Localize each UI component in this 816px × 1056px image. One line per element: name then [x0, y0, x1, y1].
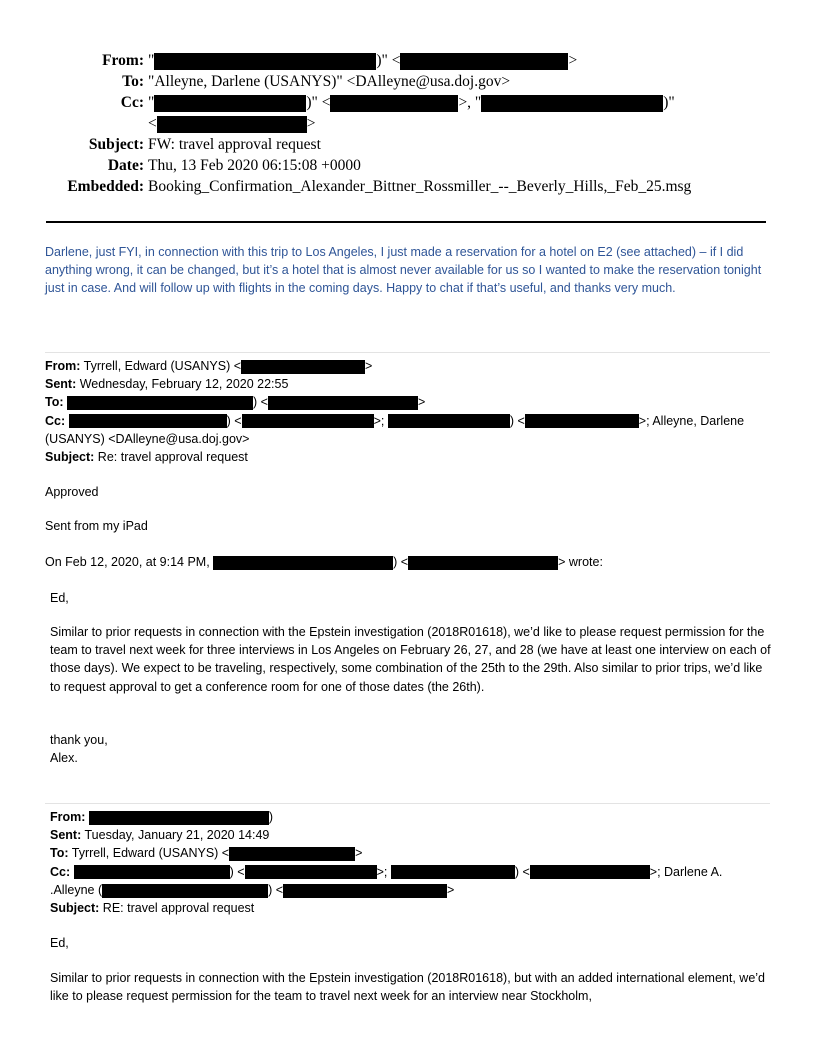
- cc-value-continued: < >: [148, 115, 316, 132]
- redaction-box: [391, 865, 515, 879]
- cc-label: Cc:: [45, 413, 66, 428]
- sent-label: Sent:: [45, 377, 77, 392]
- date-label: Date:: [107, 157, 144, 174]
- header-from-row: [0, 50, 816, 71]
- reply1-signature: Sent from my iPad: [45, 519, 148, 533]
- redaction-box: [154, 95, 306, 112]
- subject-value: Re: travel approval request: [97, 450, 248, 465]
- to-label: To:: [122, 73, 144, 90]
- email-header: [0, 50, 816, 197]
- redaction-box: [102, 884, 268, 898]
- subject-label: Subject:: [45, 450, 95, 465]
- reply1-from-line: From: Tyrrell, Edward (USANYS) < >: [45, 359, 373, 373]
- cc-tail: Alleyne, Darlene: [652, 413, 745, 428]
- redaction-box: [74, 865, 230, 879]
- quote-attribution: On Feb 12, 2020, at 9:14 PM, ) < > wrote:: [45, 555, 603, 569]
- sent-value: Wednesday, February 12, 2020 22:55: [79, 377, 289, 392]
- reply1-subject-line: [45, 448, 744, 466]
- redaction-box: [283, 884, 447, 898]
- from-label: From:: [45, 359, 81, 373]
- reply2-cc-line: Cc: ) < >; ) < >; Darlene A.: [50, 864, 723, 879]
- reply2-subject-line: [50, 899, 722, 917]
- reply1-approved: Approved: [45, 485, 99, 499]
- reply2-header: [50, 808, 722, 917]
- from-label: From:: [102, 52, 144, 69]
- from-value: Tyrrell, Edward (USANYS) <: [83, 359, 242, 373]
- reply1-cc-line: Cc: ) < >; ) < >; Alleyne, Darlene: [45, 413, 745, 428]
- to-value: "Alleyne, Darlene (USANYS)" <DAlleyne@usa.doj.gov>: [148, 73, 511, 90]
- date-value: Thu, 13 Feb 2020 06:15:08 +0000: [148, 157, 361, 174]
- to-value: Tyrrell, Edward (USANYS) <: [71, 846, 230, 861]
- redaction-box: [157, 116, 307, 133]
- cc-label: Cc:: [120, 94, 144, 111]
- header-subject-row: [0, 134, 816, 155]
- to-label: To:: [45, 395, 64, 410]
- subject-label: Subject:: [50, 901, 100, 916]
- subject-value: FW: travel approval request: [148, 136, 321, 153]
- quoted-name: Alex.: [50, 751, 78, 765]
- redaction-box: [530, 865, 650, 879]
- redaction-box: [213, 556, 393, 570]
- sent-label: Sent:: [50, 828, 82, 843]
- reply1-cc-line-2: (USANYS) <DAlleyne@usa.doj.gov>: [45, 431, 250, 446]
- redaction-box: [154, 53, 376, 70]
- redaction-box: [525, 414, 639, 428]
- quoted-greeting: Ed,: [50, 591, 69, 605]
- quote-prefix: On Feb 12, 2020, at 9:14 PM,: [45, 555, 210, 569]
- reply2-sent-line: [50, 826, 722, 844]
- redaction-box: [388, 414, 510, 428]
- reply2-from-line: From: ): [50, 810, 274, 824]
- redaction-box: [268, 396, 418, 410]
- subject-value: RE: travel approval request: [102, 901, 255, 916]
- embedded-label: Embedded:: [67, 178, 144, 195]
- from-value: " )" < >: [148, 52, 578, 69]
- redaction-box: [229, 847, 355, 861]
- cc-label: Cc:: [50, 864, 71, 879]
- redaction-box: [89, 811, 269, 825]
- redaction-box: [481, 95, 663, 112]
- message-separator: [45, 803, 770, 804]
- reply1-sent-line: [45, 375, 744, 393]
- header-cc-row-continued: [0, 113, 816, 134]
- sent-value: Tuesday, January 21, 2020 14:49: [84, 828, 270, 843]
- quote-suffix: wrote:: [568, 555, 603, 569]
- reply2-body: Similar to prior requests in connection with the Epstein investigation (2018R01618), but with an added international element, we’d like to please request permission for the team to travel next week for an interview near Stockholm,: [50, 971, 766, 1004]
- forward-note: Darlene, just FYI, in connection with this trip to Los Angeles, I just made a reservation for a hotel on E2 (see attached) – if I did anything wrong, it can be changed, but it’s a hotel that is almost never available for us so I wanted to make the reservation tonight just in case. And will follow up with flights in the coming days. Happy to chat if that’s useful, and thanks very much.: [45, 245, 762, 296]
- subject-label: Subject:: [88, 136, 144, 153]
- reply2-to-line: To: Tyrrell, Edward (USANYS) < >: [50, 846, 363, 861]
- reply1-header: [45, 357, 744, 466]
- redaction-box: [241, 360, 365, 374]
- redaction-box: [242, 414, 374, 428]
- quoted-closing: thank you,: [50, 733, 108, 747]
- redaction-box: [408, 556, 558, 570]
- message-separator: [45, 352, 770, 353]
- header-to-row: [0, 71, 816, 92]
- cc-tail: Darlene A.: [664, 864, 723, 879]
- header-embedded-row: [0, 176, 816, 197]
- from-label: From:: [50, 810, 86, 824]
- header-cc-row: [0, 92, 816, 113]
- header-date-row: [0, 155, 816, 176]
- reply2-greeting: Ed,: [50, 936, 69, 950]
- embedded-attachment: Booking_Confirmation_Alexander_Bittner_Rossmiller_--_Beverly_Hills,_Feb_25.msg: [148, 178, 692, 195]
- redaction-box: [67, 396, 253, 410]
- cc-line2-start: .Alleyne (: [50, 882, 103, 897]
- reply1-to-line: To: ) < >: [45, 395, 426, 410]
- header-divider: [46, 221, 766, 223]
- quoted-body: Similar to prior requests in connection with the Epstein investigation (2018R01618), we’d like to please request permission for the team to travel next week for three interviews in Los Angeles on February 26, 27, and 28 (we have at least one interview on each of those days). We expect to be traveling, respectively, some combination of the 25th to the 29th. Also similar to prior trips, we’d like to request approval to get a conference room for one of those dates (the 26th).: [50, 625, 771, 694]
- reply2-cc-line-2: .Alleyne ( ) < >: [50, 882, 455, 897]
- redaction-box: [69, 414, 227, 428]
- redaction-box: [245, 865, 377, 879]
- cc-value: " )" < >, " )": [148, 94, 675, 111]
- to-label: To:: [50, 846, 69, 861]
- redaction-box: [330, 95, 458, 112]
- redaction-box: [400, 53, 568, 70]
